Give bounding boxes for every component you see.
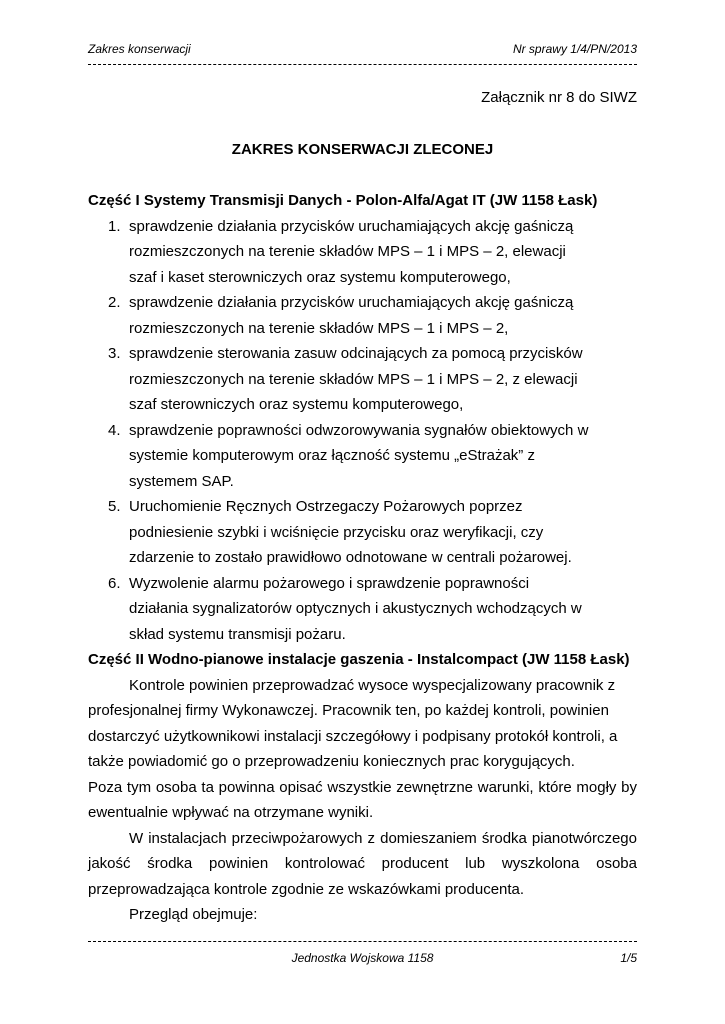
list-item-text: sprawdzenie działania przycisków uruchamiających akcję gaśniczą rozmieszczonych na terenie składów MPS – 1 i MPS – 2, elewacji szaf i kaset sterowniczych oraz systemu komputerowego, — [129, 217, 574, 286]
header-left: Zakres konserwacji — [88, 42, 191, 56]
list-item-number: 5. — [108, 498, 121, 515]
list-item — [88, 494, 637, 571]
list-item-number: 4. — [108, 421, 121, 439]
footer-divider — [88, 941, 637, 942]
list-item — [88, 290, 637, 341]
part2-paragraph-2: Poza tym osoba ta powinna opisać wszystkie zewnętrzne warunki, które mogły by ewentualnie wpływać na otrzymane wyniki. — [88, 778, 637, 821]
header-case-number: Nr sprawy 1/4/PN/2013 — [512, 42, 637, 56]
part1-list — [88, 214, 637, 648]
list-item-number: 6. — [108, 574, 121, 592]
part2-heading: Część II Wodno-pianowe instalacje gaszenia - Instalcompact (JW 1158 Łask) — [88, 651, 630, 668]
list-item — [88, 418, 637, 495]
list-item-text: sprawdzenie działania przycisków uruchamiających akcję gaśniczą rozmieszczonych na terenie składów MPS – 1 i MPS – 2, — [129, 294, 574, 337]
part2-paragraph-4: Przegląd obejmuje: — [129, 906, 258, 923]
header-divider — [88, 64, 637, 65]
page-header — [88, 42, 637, 58]
list-item-number: 1. — [108, 217, 121, 235]
list-item-text: Wyzwolenie alarmu pożarowego i sprawdzenie poprawności działania sygnalizatorów optycznych i akustycznych wchodzących w skład systemu transmisji pożaru. — [129, 574, 582, 643]
list-item-text: sprawdzenie poprawności odwzorowywania sygnałów obiektowych w systemie komputerowym oraz łączność systemu „eStrażak” z systemem SAP. — [129, 421, 589, 490]
footer-unit: Jednostka Wojskowa 1158 — [291, 951, 434, 965]
list-item — [88, 341, 637, 418]
list-item — [88, 214, 637, 291]
list-item-text: Uruchomienie Ręcznych Ostrzegaczy Pożarowych poprzez podniesienie szybki i wciśnięcie przycisku oraz weryfikacji, czy zdarzenie to zostało prawidłowo odnotowane w centrali pożarowej. — [129, 498, 572, 566]
annex-label: Załącznik nr 8 do SIWZ — [481, 89, 637, 106]
footer-page-number: 1/5 — [620, 951, 637, 965]
part1-heading: Część I Systemy Transmisji Danych - Polon-Alfa/Agat IT (JW 1158 Łask) — [88, 192, 598, 209]
part2-paragraph-3: W instalacjach przeciwpożarowych z domieszaniem środka pianotwórczego jakość środka powinien kontrolować producent lub wyszkolona osoba przeprowadzająca kontrole zgodnie ze wskazówkami producenta. — [88, 829, 637, 898]
document-title: ZAKRES KONSERWACJI ZLECONEJ — [231, 140, 494, 158]
list-item-number: 2. — [108, 294, 121, 311]
document-body — [88, 85, 637, 928]
list-item-number: 3. — [108, 345, 121, 362]
page-footer — [88, 951, 637, 967]
list-item — [88, 571, 637, 648]
part2-paragraph-1: Kontrole powinien przeprowadzać wysoce wyspecjalizowany pracownik z profesjonalnej firmy Wykonawczej. Pracownik ten, po każdej kontroli, powinien dostarczyć użytkownikowi instalacji szczegółowy i podpisany protokół kontroli, a także powiadomić go o przeprowadzeniu koniecznych prac korygujących. — [88, 676, 618, 770]
list-item-text: sprawdzenie sterowania zasuw odcinających za pomocą przycisków rozmieszczonych na terenie składów MPS – 1 i MPS – 2, z elewacji szaf sterowniczych oraz systemu komputerowego, — [129, 345, 583, 413]
